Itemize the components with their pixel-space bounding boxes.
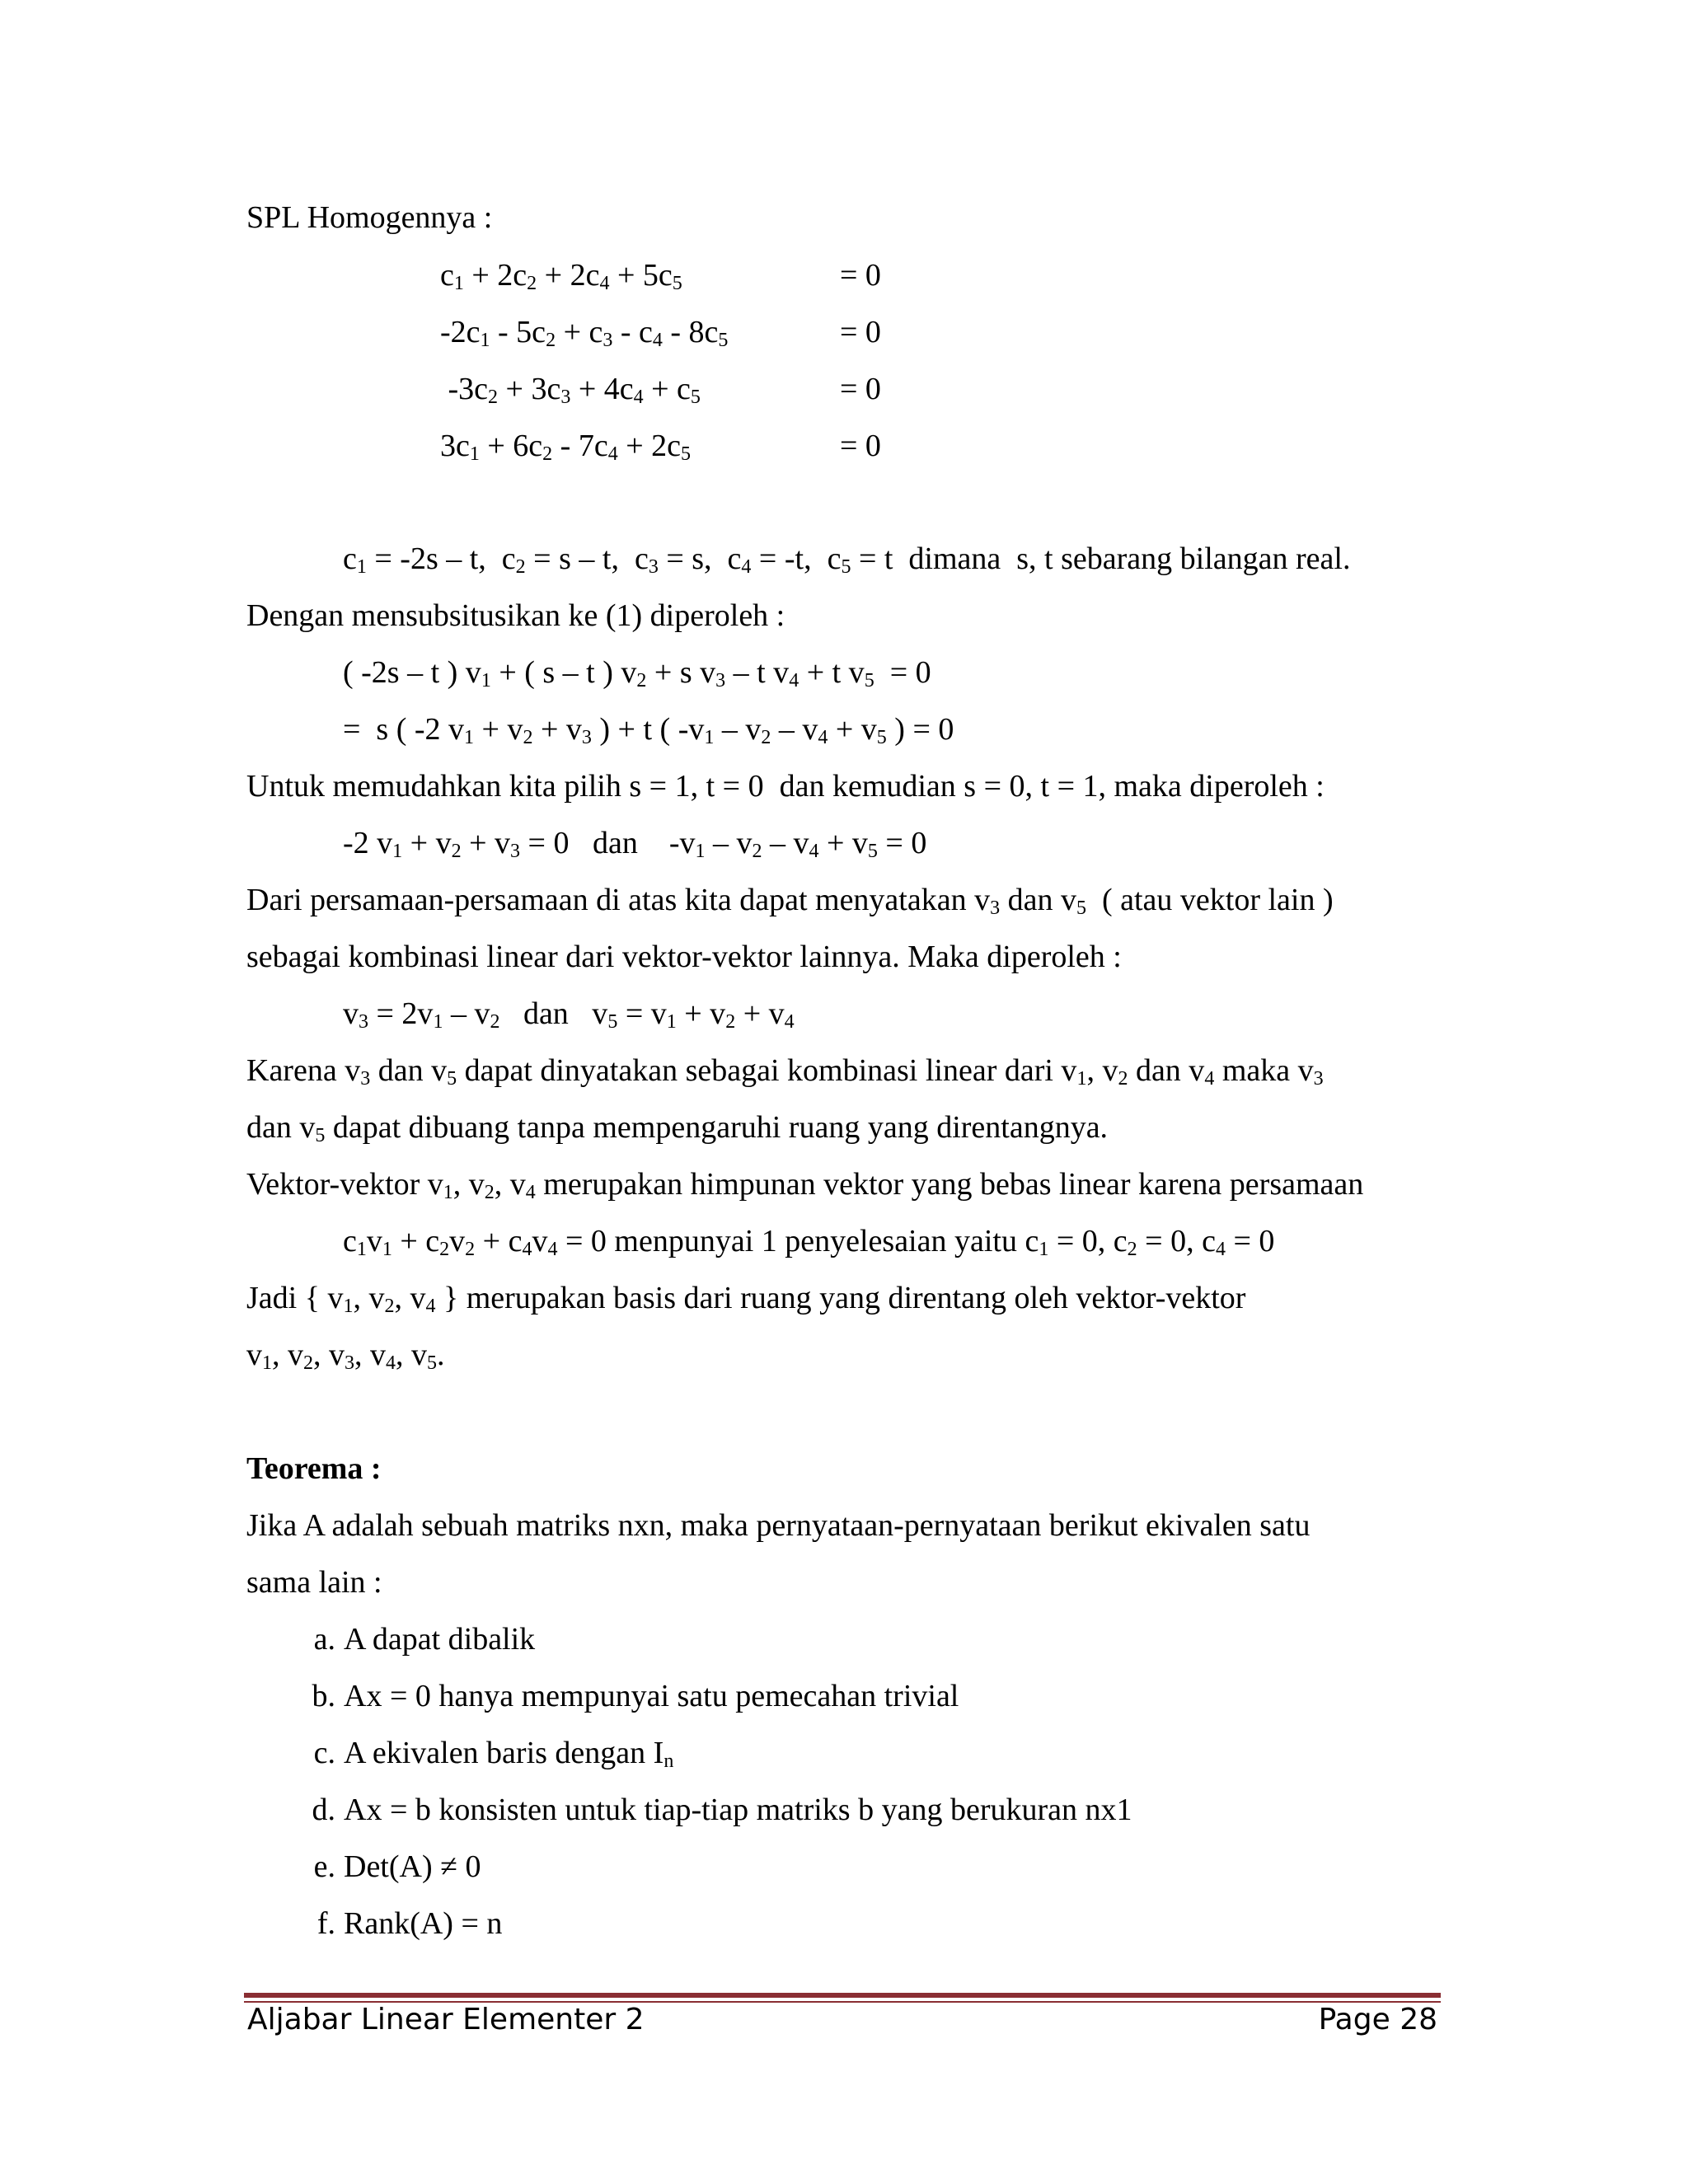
- equation-line: = s ( -2 $v_1 + v_2 + v_3$ ) + t ( $-v_1 - v_2 - v_4 + v_5$ ) = 0: [343, 712, 954, 748]
- text-line: dan $v_5$ dapat dibuang tanpa mempengaruhi ruang yang direntangnya.: [246, 1110, 1109, 1146]
- text-line: Vektor-vektor $v_1$, $v_2$, $v_4$ merupakan himpunan vektor yang bebas linear karena persamaan: [246, 1167, 1364, 1203]
- footer-title: Aljabar Linear Elementer 2: [247, 2003, 645, 2036]
- equation-lhs: $c_1 + 2c_2 + 2c_4 + 5c_5$: [440, 258, 682, 294]
- text-line: sebagai kombinasi linear dari vektor-vektor lainnya. Maka diperoleh :: [246, 940, 1122, 974]
- text-line: Dari persamaan-persamaan di atas kita dapat menyatakan $v_3$ dan $v_5$ ( atau vektor lain ): [246, 883, 1334, 919]
- equation-line: ( -2s – t ) $v_1$ + ( s – t ) $v_2 + s$ $v_3$ – t $v_4 + t$ $v_5 = 0$: [343, 655, 931, 691]
- list-marker: d.: [312, 1793, 335, 1827]
- equation-row: [440, 429, 881, 465]
- list-item-text: Ax = b konsisten untuk tiap-tiap matriks b yang berukuran nx1: [344, 1793, 1132, 1827]
- theorem-intro: sama lain :: [246, 1565, 382, 1600]
- equation-rhs: = 0: [840, 258, 881, 293]
- equation-line: $v_3 = 2v_1 - v_2$ dan $v_5 = v_1 + v_2 + v_4$: [343, 996, 795, 1033]
- footer-rule-thick: [244, 1993, 1441, 1998]
- theorem-intro: Jika A adalah sebuah matriks nxn, maka pernyataan-pernyataan berikut ekivalen satu: [246, 1508, 1311, 1543]
- list-item-text: A dapat dibalik: [344, 1622, 536, 1657]
- list-marker: f.: [316, 1906, 335, 1941]
- equation-rhs: = 0: [840, 372, 881, 406]
- text-line: $v_1$, $v_2$, $v_3$, $v_4$, $v_5$.: [246, 1338, 445, 1374]
- text-line: Karena $v_3$ dan $v_5$ dapat dinyatakan sebagai kombinasi linear dari $v_1$, $v_2$ dan $v_4$ maka $v_3$: [246, 1053, 1324, 1090]
- list-marker: c.: [313, 1736, 335, 1770]
- equation-line: -2 $v_1 + v_2 + v_3 = 0$ dan $-v_1 - v_2 - v_4 + v_5 = 0$: [343, 826, 927, 862]
- equation-lhs: $3c_1 + 6c_2 - 7c_4 + 2c_5$: [440, 429, 691, 465]
- equation-line: $c_1v_1 + c_2v_2 + c_4v_4 = 0$ menpunyai 1 penyelesaian yaitu $c_1 = 0$, $c_2 = 0$, $c_4 = 0$: [343, 1224, 1275, 1260]
- text-line: Untuk memudahkan kita pilih s = 1, t = 0 dan kemudian s = 0, t = 1, maka diperoleh :: [246, 769, 1325, 804]
- theorem-title: Teorema :: [246, 1451, 382, 1486]
- equation-row: [440, 372, 881, 408]
- equation-rhs: = 0: [840, 315, 881, 349]
- equation-row: [440, 258, 881, 294]
- list-marker: a.: [313, 1622, 335, 1657]
- equation-rhs: = 0: [840, 429, 881, 463]
- equation-lhs: $-2c_1 - 5c_2 + c_3 - c_4 - 8c_5$: [440, 315, 729, 351]
- list-item-text: Ax = 0 hanya mempunyai satu pemecahan trivial: [344, 1679, 959, 1713]
- text-line: Jadi { $v_1$, $v_2$, $v_4$ } merupakan basis dari ruang yang direntang oleh vektor-vektor: [246, 1281, 1246, 1317]
- list-item-text: A ekivalen baris dengan $I_n$: [344, 1736, 674, 1772]
- spl-heading: SPL Homogennya :: [246, 200, 493, 235]
- text-line: Dengan mensubsitusikan ke (1) diperoleh :: [246, 598, 785, 633]
- list-item-text: Det(A) ≠ 0: [344, 1849, 481, 1884]
- list-marker: e.: [313, 1849, 335, 1884]
- list-item-text: Rank(A) = n: [344, 1906, 503, 1941]
- list-marker: b.: [312, 1679, 335, 1713]
- solution-parameters: $c_1 = -2s - t$, $c_2 = s - t$, $c_3 = s$, $c_4 = -t$, $c_5 = t$ dimana s, t sebarang bilangan real.: [343, 541, 1351, 578]
- equation-lhs: $-3c_2 + 3c_3 + 4c_4 + c_5$: [440, 372, 701, 408]
- equation-row: [440, 315, 881, 351]
- page-number: Page 28: [1318, 2003, 1437, 2036]
